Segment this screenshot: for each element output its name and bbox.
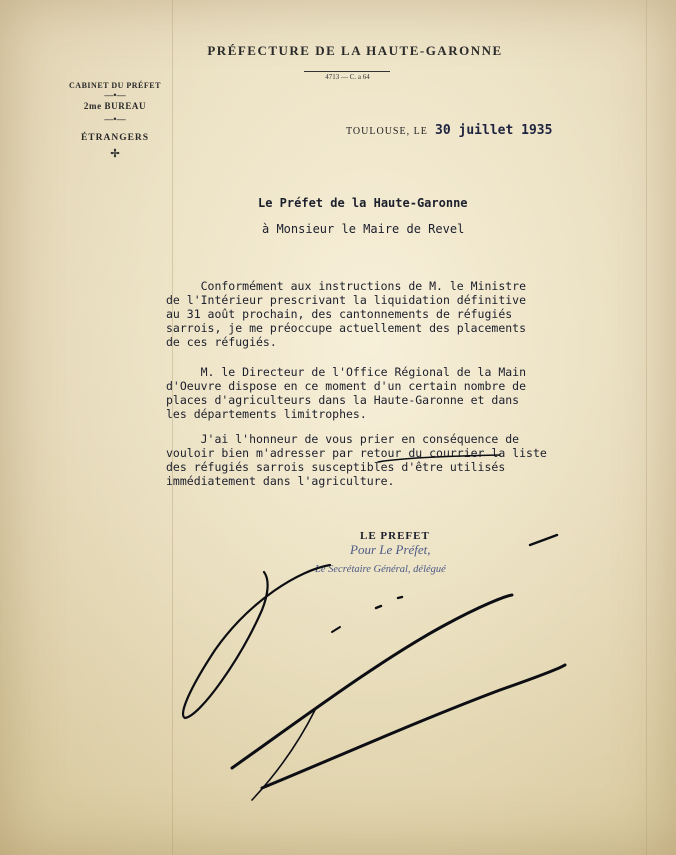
recipient-line: à Monsieur le Maire de Revel <box>262 222 465 236</box>
letterhead-title: PRÉFECTURE DE LA HAUTE-GARONNE <box>207 43 503 58</box>
ornament-icon: ✢ <box>110 148 120 160</box>
body-paragraph: Conformément aux instructions de M. le Ministre de l'Intérieur prescrivant la liquidation définitive au 31 août prochain, des cantonnements de réfugiés sarrois, je me préoccupe actuellement des placements de ces réfugiés. <box>166 279 527 349</box>
ornament-divider: —•— <box>104 114 126 124</box>
reference-code: 4713 — C. a 64 <box>325 73 370 81</box>
dateline-date: 30 juillet 1935 <box>435 123 553 138</box>
sender-line: Le Préfet de la Haute-Garonne <box>258 196 468 210</box>
cabinet-label: CABINET DU PRÉFET <box>69 81 161 90</box>
ornament-divider: —•— <box>104 90 126 100</box>
body-paragraph: J'ai l'honneur de vous prier en conséquence de vouloir bien m'adresser par retour du courrier la liste des réfugiés sarrois susceptibles d'être utilisés immédiatement dans l'agriculture. <box>166 432 547 488</box>
stamp-pour-le-prefet: Pour Le Préfet, <box>350 542 431 557</box>
service-label: ÉTRANGERS <box>80 133 150 143</box>
signatory-title: LE PREFET <box>360 530 430 542</box>
body-paragraph: M. le Directeur de l'Office Régional de la Main d'Oeuvre dispose en ce moment d'un certain nombre de places d'agriculteurs dans la Haute-Garonne et dans les départements limitrophes. <box>166 365 527 421</box>
stamp-secretaire-general: Le Secrétaire Général, délégué <box>315 564 446 575</box>
bureau-label: 2me BUREAU <box>83 101 147 111</box>
dateline-place: TOULOUSE, LE <box>346 126 428 137</box>
